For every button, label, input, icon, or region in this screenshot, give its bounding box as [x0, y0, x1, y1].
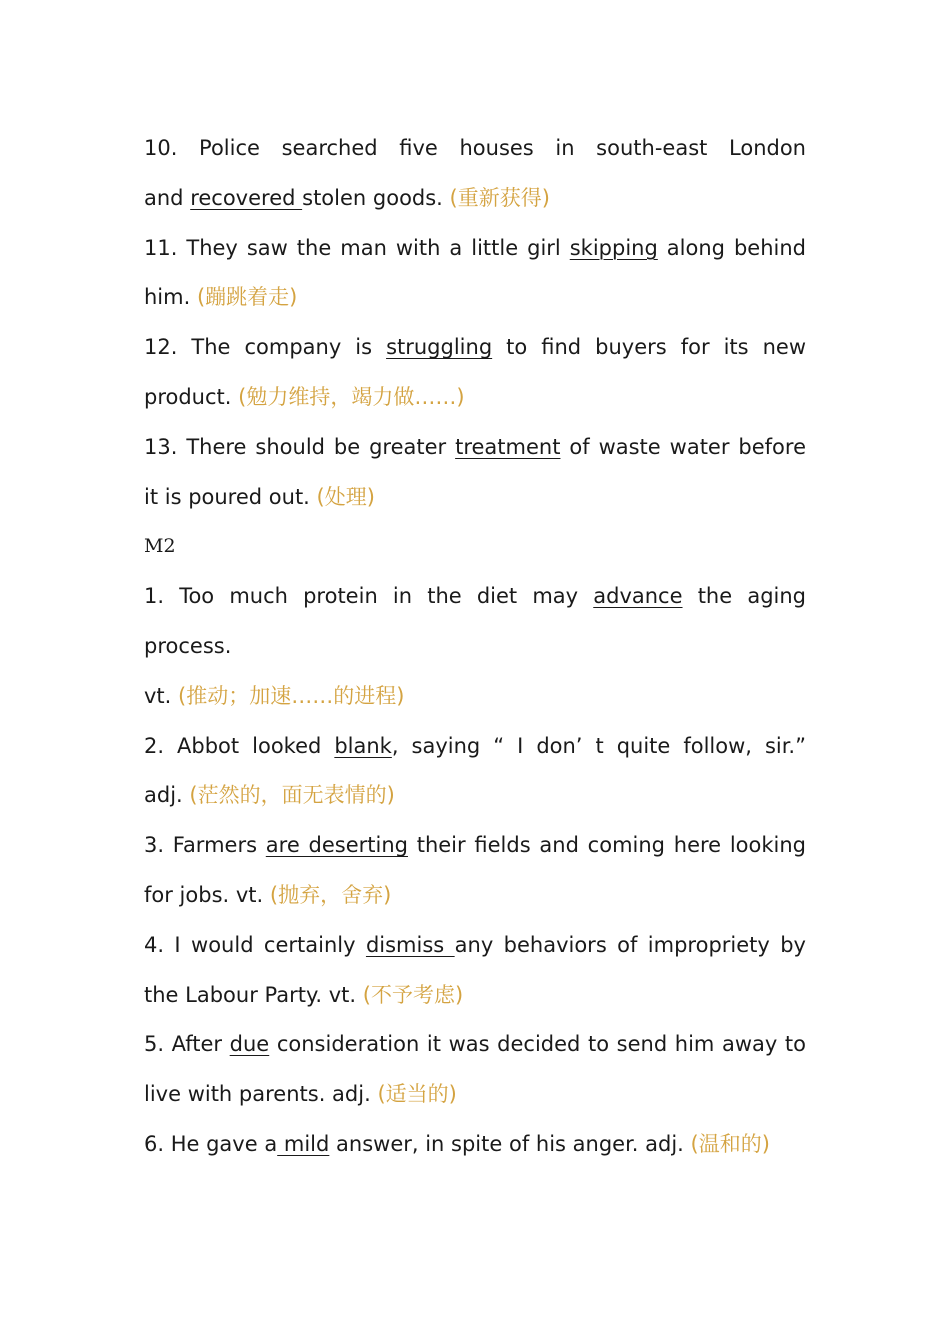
- m2-item-3-pre: 3. Farmers: [144, 833, 266, 858]
- item-10-text: 10. Police searched five houses in south-east London: [144, 136, 806, 160]
- item-12-keyword: struggling: [386, 335, 493, 360]
- m2-item-2-pre: 2. Abbot looked: [144, 733, 335, 758]
- item-10-keyword: recovered: [190, 185, 303, 210]
- m2-item-5-translation: (适当的): [377, 1082, 457, 1107]
- item-13-keyword: treatment: [455, 434, 561, 459]
- m2-item-3-line-2: [144, 871, 806, 921]
- m2-item-5-post: consideration it was decided to send him away to: [269, 1032, 806, 1057]
- item-13-cont: it is poured out.: [144, 484, 317, 509]
- item-11-translation: (蹦跳着走): [196, 285, 298, 310]
- item-12-line-1: [144, 323, 806, 373]
- document-page: [144, 124, 806, 1170]
- item-10-post: stolen goods.: [302, 185, 450, 210]
- m2-item-5-line-2: [144, 1070, 806, 1120]
- item-11-cont: him.: [144, 285, 197, 310]
- item-12-post: to find buyers for its new: [492, 335, 806, 360]
- item-10-line-2: [144, 174, 806, 224]
- m2-item-1-line-3: [144, 672, 806, 722]
- m2-item-1-translation: (推动；加速……的进程): [178, 683, 405, 708]
- m2-item-4-cont: the Labour Party. vt.: [144, 982, 363, 1007]
- item-13-line-1: [144, 423, 806, 473]
- m2-item-4-line-2: [144, 971, 806, 1021]
- m2-item-6-translation: (温和的): [690, 1131, 770, 1156]
- m2-item-5-line-1: [144, 1020, 806, 1070]
- m2-item-2-keyword: blank: [334, 733, 392, 758]
- item-10-translation: (重新获得): [449, 185, 550, 210]
- item-13-pre: 13. There should be greater: [144, 434, 456, 459]
- m2-item-4-line-1: [144, 921, 806, 971]
- m2-item-2-pos: adj.: [144, 783, 190, 808]
- item-11-pre: 11. They saw the man with a little girl: [144, 235, 570, 260]
- item-11-post: along behind: [657, 235, 806, 260]
- m2-item-4-translation: (不予考虑): [362, 982, 464, 1007]
- section-heading: M2: [144, 535, 176, 558]
- m2-item-1-pos: vt.: [144, 683, 179, 708]
- item-11-keyword: skipping: [569, 235, 658, 260]
- item-11-line-2: [144, 273, 806, 323]
- m2-item-6-pre: 6. He gave a: [144, 1131, 278, 1156]
- m2-item-6-line-1: [144, 1120, 806, 1170]
- m2-item-5-cont: live with parents. adj.: [144, 1082, 378, 1107]
- m2-item-1-keyword: advance: [593, 584, 683, 609]
- item-13-post: of waste water before: [560, 434, 806, 459]
- m2-item-3-line-1: [144, 821, 806, 871]
- m2-item-4-pre: 4. I would certainly: [144, 932, 366, 957]
- item-13-line-2: [144, 473, 806, 523]
- m2-item-4-keyword: dismiss: [365, 932, 455, 957]
- m2-item-5-keyword: due: [229, 1032, 270, 1057]
- item-11-line-1: [144, 224, 806, 274]
- item-10-pre: and: [144, 185, 191, 210]
- m2-item-1-pre: 1. Too much protein in the diet may: [144, 584, 594, 609]
- m2-item-2-line-1: [144, 722, 806, 772]
- m2-item-6-post: answer, in spite of his anger. adj.: [329, 1131, 691, 1156]
- m2-item-2-line-2: [144, 771, 806, 821]
- m2-item-1-post: the aging: [682, 584, 806, 609]
- item-10-line-1: [144, 124, 806, 174]
- m2-item-1-cont: process.: [144, 633, 232, 658]
- m2-item-3-translation: (抛弃，舍弃): [269, 882, 392, 907]
- m2-item-3-cont: for jobs. vt.: [144, 882, 270, 907]
- m2-item-1-line-1: [144, 572, 806, 622]
- item-12-pre: 12. The company is: [144, 335, 387, 360]
- m2-item-2-post: , saying “ I don’ t quite follow, sir.”: [391, 733, 806, 758]
- item-12-cont: product.: [144, 384, 239, 409]
- m2-item-4-post: any behaviors of impropriety by: [454, 932, 806, 957]
- m2-item-3-post: their fields and coming here looking: [407, 833, 806, 858]
- m2-item-5-pre: 5. After: [144, 1032, 230, 1057]
- m2-item-3-keyword: are deserting: [265, 833, 408, 858]
- m2-item-6-keyword: mild: [277, 1131, 330, 1156]
- item-12-translation: (勉力维持，竭力做……): [238, 384, 465, 409]
- item-13-translation: (处理): [316, 484, 375, 509]
- item-12-line-2: [144, 373, 806, 423]
- m2-item-1-line-2: [144, 622, 806, 672]
- m2-item-2-translation: (茫然的，面无表情的): [189, 783, 395, 808]
